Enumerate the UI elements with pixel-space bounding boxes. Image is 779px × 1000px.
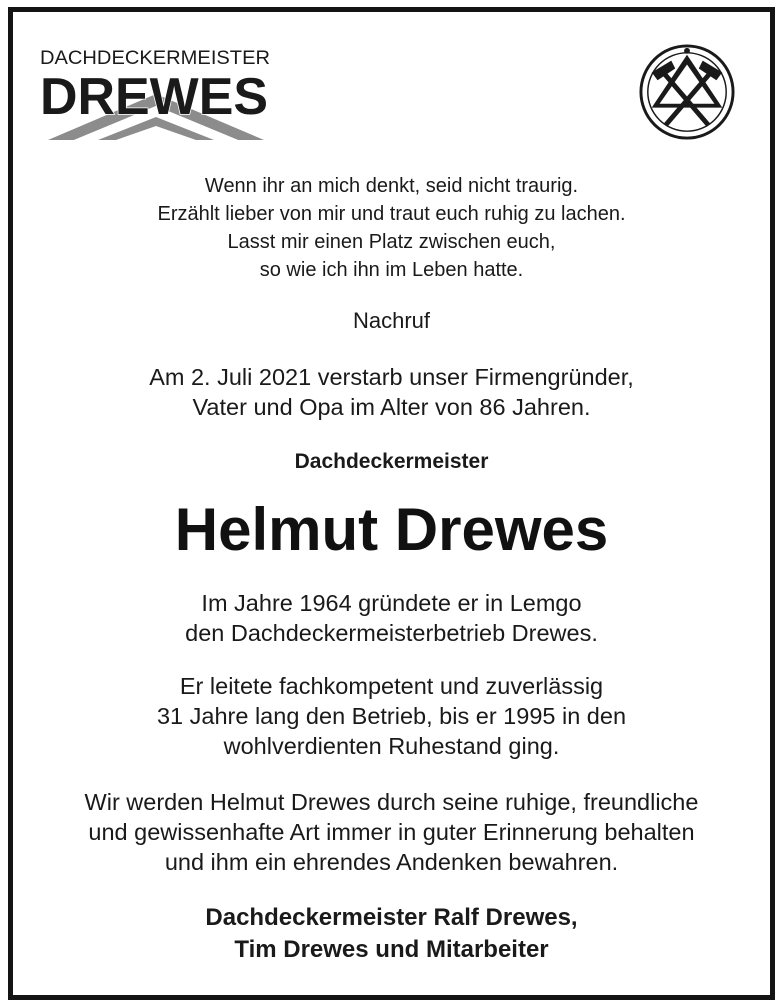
deceased-title: Dachdeckermeister: [294, 450, 489, 473]
founding-paragraph: [13, 588, 770, 648]
death-announcement: [13, 362, 770, 422]
announcement-line: Am 2. Juli 2021 verstarb unser Firmengründer,: [149, 364, 634, 390]
memorial-verse: [13, 172, 770, 284]
logo-main-text: DREWES: [40, 68, 268, 126]
deceased-name: Helmut Drewes: [174, 496, 609, 563]
company-logo: [38, 44, 274, 140]
paragraph-line: Wir werden Helmut Drewes durch seine ruhige, freundliche: [84, 789, 699, 815]
announcement-line: Vater und Opa im Alter von 86 Jahren.: [192, 394, 591, 420]
verse-line: Erzählt lieber von mir und traut euch ruhig zu lachen.: [157, 203, 626, 225]
paragraph-line: 31 Jahre lang den Betrieb, bis er 1995 in den: [156, 703, 627, 729]
logo-top-text: DACHDECKERMEISTER: [40, 47, 270, 69]
signature-block: [13, 902, 770, 966]
remembrance-paragraph: [13, 787, 770, 877]
paragraph-line: und ihm ein ehrendes Andenken bewahren.: [164, 849, 619, 875]
verse-line: so wie ich ihn im Leben hatte.: [259, 259, 524, 281]
paragraph-line: wohlverdienten Ruhestand ging.: [223, 733, 560, 759]
signature-line: Tim Drewes und Mitarbeiter: [234, 936, 549, 963]
paragraph-line: den Dachdeckermeisterbetrieb Drewes.: [185, 620, 598, 646]
career-paragraph: [13, 671, 770, 761]
signature-line: Dachdeckermeister Ralf Drewes,: [205, 904, 578, 931]
obituary-heading: Nachruf: [352, 308, 431, 333]
paragraph-line: Im Jahre 1964 gründete er in Lemgo: [201, 590, 582, 616]
crossed-hammers-roofer-seal-icon: [638, 43, 736, 141]
verse-line: Lasst mir einen Platz zwischen euch,: [227, 231, 556, 253]
paragraph-line: Er leitete fachkompetent und zuverlässig: [179, 673, 604, 699]
paragraph-line: und gewissenhafte Art immer in guter Erinnerung behalten: [88, 819, 695, 845]
verse-line: Wenn ihr an mich denkt, seid nicht traurig.: [204, 175, 579, 197]
